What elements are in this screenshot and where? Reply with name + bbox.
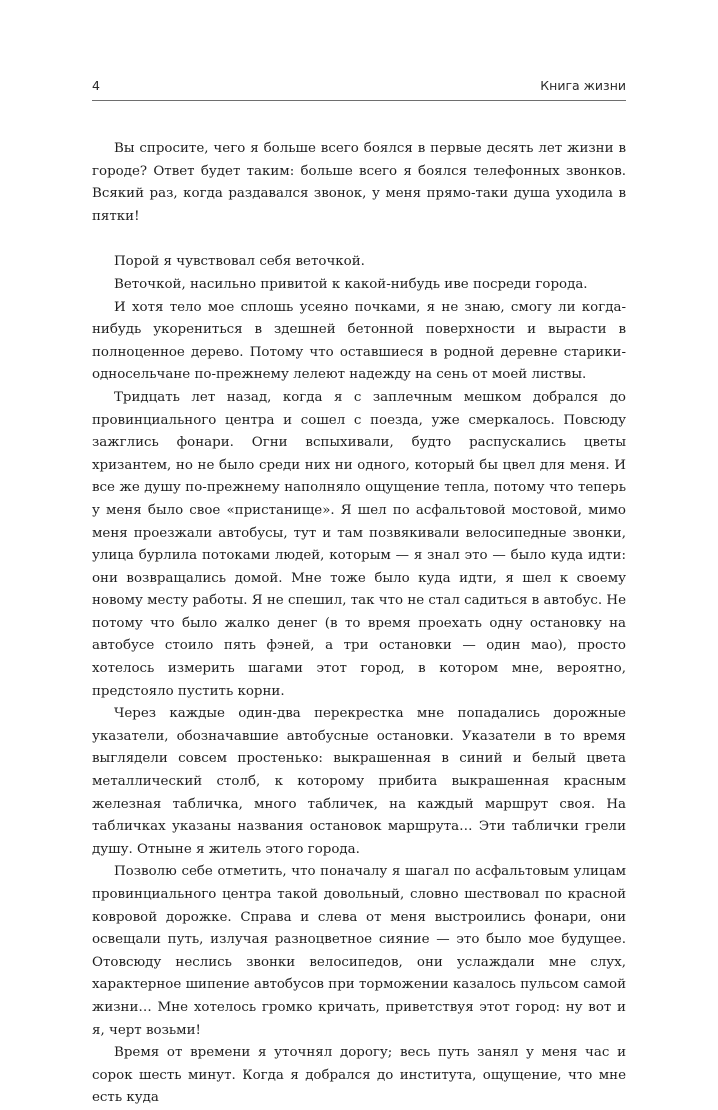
paragraph: Через каждые один-два перекрестка мне попадались дорожные указатели, обозначавшие автобусные остановки. Указатели в то время выглядели совсем простенько: выкрашенная в синий и белый цвета металлический столб, к которому прибита выкрашенная красным железная табличка, много табличек, на каждый маршрут своя. На табличках указаны названия остановок маршрута… Эти таблички грели душу. Отныне я житель этого города. [92, 706, 626, 857]
paragraph: И хотя тело мое сплошь усеяно почками, я не знаю, смогу ли когда-нибудь укорениться в здешней бетонной поверхности и вырасти в полноценное дерево. Потому что оставшиеся в родной деревне старики-односельчане по-прежнему лелеют надежду на сень от моей листвы. [92, 299, 626, 383]
paragraph: Время от времени я уточнял дорогу; весь путь занял у меня час и сорок шесть минут. Когда я добрался до института, ощущение, что мне есть куда [92, 1045, 626, 1106]
paragraph: Веточкой, насильно привитой к какой-нибудь иве посреди города. [114, 276, 588, 292]
page-header [92, 78, 626, 101]
paragraph: Позволю себе отметить, что поначалу я шагал по асфальтовым улицам провинциального центра такой довольный, словно шествовал по красной ковровой дорожке. Справа и слева от меня выстроились фонари, они освещали путь, излучая разноцветное сияние — это было мое будущее. Отовсюду неслись звонки велосипедов, они услаждали мне слух, характерное шипение автобусов при торможении казалось пульсом самой жизни… Мне хотелось громко кричать, приветствуя этот город: ну вот и я, черт возьми! [92, 864, 626, 1038]
body-text [92, 138, 626, 1110]
paragraph: Порой я чувствовал себя веточкой. [114, 254, 365, 270]
running-title: Книга жизни [540, 78, 626, 93]
paragraph: Тридцать лет назад, когда я с заплечным мешком добрался до провинциального центра и сошел с поезда, уже смеркалось. Повсюду зажглись фонари. Огни вспыхивали, будто распускались цветы хризантем, но не было среди них ни одного, который бы цвел для меня. И все же душу по-прежнему наполняло ощущение тепла, потому что теперь у меня было свое «пристанище». Я шел по асфальтовой мостовой, мимо меня проезжали автобусы, тут и там позвякивали велосипедные звонки, улица бурлила потоками людей, которым — я знал это — было куда идти: они возвращались домой. Мне тоже было куда идти, я шел к своему новому месту работы. Я не спешил, так что не стал садиться в автобус. Не потому что было жалко денег (в то время проехать одну остановку на автобусе стоило пять фэней, а три остановки — один мао), просто хотелось измерить шагами этот город, в котором мне, вероятно, предстояло пустить корни. [92, 389, 626, 699]
page-number: 4 [92, 78, 100, 93]
paragraph: Вы спросите, чего я больше всего боялся в первые десять лет жизни в городе? Ответ будет таким: больше всего я боялся телефонных звонков. Всякий раз, когда раздавался звонок, у меня прямо-таки душа уходила в пятки! [92, 141, 626, 224]
